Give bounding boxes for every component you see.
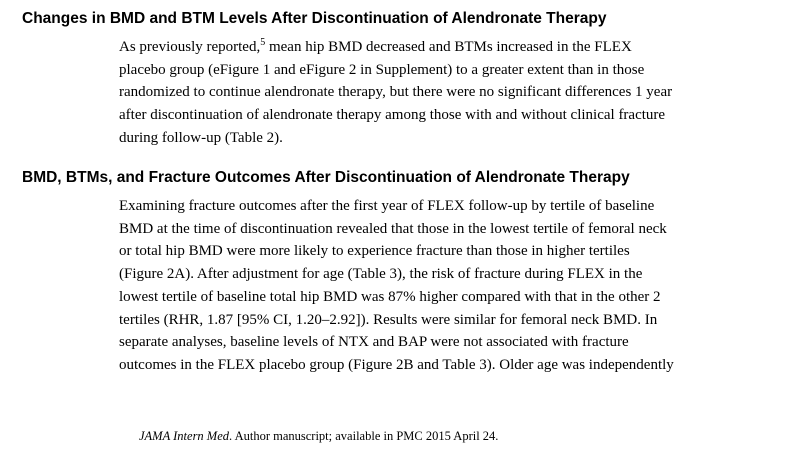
- section-heading-fracture-outcomes: BMD, BTMs, and Fracture Outcomes After Discontinuation of Alendronate Therapy: [22, 169, 630, 186]
- paragraph-line: [119, 36, 759, 59]
- paragraph-line: BMD at the time of discontinuation revealed that those in the lowest tertile of femoral neck: [119, 220, 667, 237]
- footer-manuscript-note: . Author manuscript; available in PMC 2015 April 24.: [229, 429, 499, 443]
- paragraph-line: placebo group (eFigure 1 and eFigure 2 in Supplement) to a greater extent than in those: [119, 61, 645, 78]
- paragraph-line: or total hip BMD were more likely to experience fracture than those in higher tertiles: [119, 243, 630, 260]
- paragraph-line: during follow-up (Table 2).: [119, 129, 283, 146]
- paragraph-line: randomized to continue alendronate therapy, but there were no significant differences 1 year: [119, 84, 673, 101]
- paragraph-fracture-outcomes: [119, 195, 759, 377]
- paragraph-bmd-btm-changes: [119, 36, 759, 150]
- paragraph-line: tertiles (RHR, 1.87 [95% CI, 1.20–2.92]). Results were similar for femoral neck BMD. In: [119, 311, 658, 328]
- footer-journal-name: JAMA Intern Med: [139, 429, 230, 443]
- paragraph-line: after discontinuation of alendronate therapy among those with and without clinical fracture: [119, 107, 666, 124]
- paragraph-line: outcomes in the FLEX placebo group (Figure 2B and Table 3). Older age was independently: [119, 356, 674, 373]
- paragraph-line: Examining fracture outcomes after the first year of FLEX follow-up by tertile of baseline: [119, 198, 655, 214]
- paragraph-line: separate analyses, baseline levels of NTX and BAP were not associated with fracture: [119, 334, 629, 351]
- paragraph-line: lowest tertile of baseline total hip BMD was 87% higher compared with that in the other 2: [119, 288, 661, 305]
- text-span: As previously reported,: [119, 39, 261, 55]
- paragraph-line: (Figure 2A). After adjustment for age (Table 3), the risk of fracture during FLEX in the: [119, 266, 643, 283]
- reference-superscript: 5: [260, 37, 266, 48]
- text-span: mean hip BMD decreased and BTMs increased in the FLEX: [265, 39, 632, 55]
- page-footer: [139, 428, 498, 444]
- section-heading-bmd-btm-changes: Changes in BMD and BTM Levels After Discontinuation of Alendronate Therapy: [22, 10, 607, 27]
